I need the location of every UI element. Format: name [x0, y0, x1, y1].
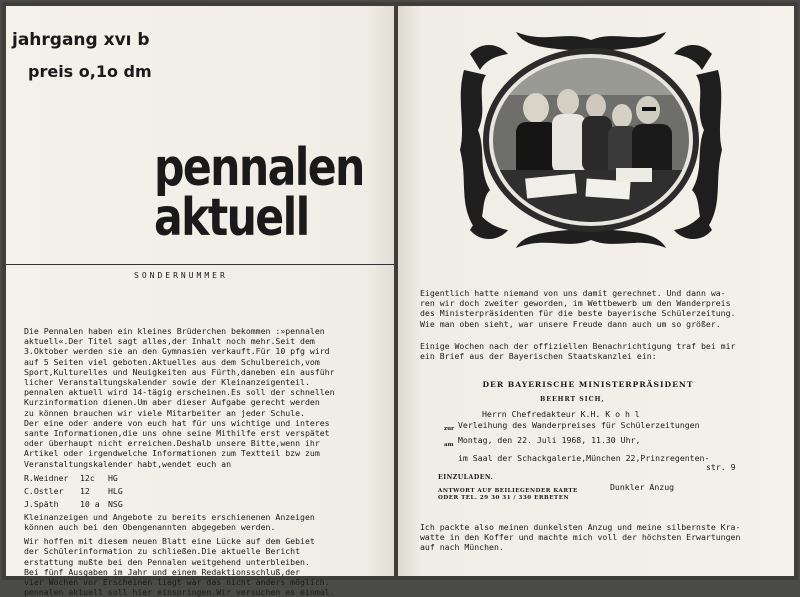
contact-row	[24, 486, 384, 499]
contact-school: HG	[108, 472, 118, 483]
text-line: auf nach München.	[420, 542, 504, 553]
letter-purpose: Verleihung des Wanderpreises für Schülerzeitungen	[458, 420, 700, 430]
masthead-line-2: aktuell	[154, 188, 309, 248]
text-line: Die Pennalen haben ein kleines Brüderchen bekommen :»pennalen	[24, 326, 325, 336]
text-line: Wie man oben sieht, war unsere Freude dann auch um so größer.	[420, 318, 721, 329]
text-line: der Schülerinformation zu schließen.Die aktuelle Bericht	[24, 546, 301, 557]
text-line: Bei fünf Ausgaben im Jahr und einem Redaktionsschluß,der	[24, 566, 301, 577]
volume-label: jahrgang xvı b	[12, 30, 150, 50]
divider-rule	[6, 264, 394, 265]
text-line: Ich packte also meinen dunkelsten Anzug und meine silbernste Kra-	[420, 522, 741, 532]
text-line: ren wir doch zweiter geworden, im Wettbewerb um den Wanderpreis	[420, 298, 731, 309]
text-line: Artikel oder irgendwelche Informationen zum Textteil bzw zum	[24, 448, 320, 459]
text-line: Eigentlich hatte niemand von uns damit gerechnet. Und dann wa-	[420, 288, 726, 298]
text-line: können auch bei den Obengenannten abgegeben werden.	[24, 522, 276, 533]
section-label: SONDERNUMMER	[134, 271, 228, 280]
spacer	[420, 329, 788, 341]
masthead-line-1: pennalen	[154, 138, 364, 198]
contact-school: NSG	[108, 498, 123, 509]
contact-class: 12c	[80, 472, 95, 483]
left-page	[6, 6, 394, 597]
right-page	[398, 6, 794, 576]
am-label: am	[444, 442, 454, 448]
text-line: zu können brauchen wir viele Mitarbeiter an jeder Schule.	[24, 407, 305, 418]
text-line: licher Veranstaltungskalender sowie der Kleinanzeigenteil.	[24, 377, 310, 388]
ornate-frame-photo	[456, 30, 726, 250]
letter-date: Montag, den 22. Juli 1968, 11.30 Uhr,	[458, 435, 641, 445]
text-line: pennalen aktuell soll hier einspringen.Wir versuchen es einmal.	[24, 587, 335, 597]
letter-place-cont: str. 9	[706, 462, 736, 472]
text-line: sante Informationen,die uns ohne seine Mithilfe erst verspätet	[24, 428, 330, 439]
text-line: Veranstaltungskalender habt,wendet euch an	[24, 458, 232, 469]
dress-code: Dunkler Anzug	[610, 482, 675, 492]
einzuladen-label: EINZULADEN.	[438, 474, 494, 481]
invitation-letter	[444, 409, 784, 473]
text-line: watte in den Koffer und machte mich voll der höchsten Erwartungen	[420, 532, 741, 543]
contact-name: C.Ostler	[24, 485, 64, 496]
contact-class: 10 a	[80, 498, 100, 509]
text-line: pennalen aktuell wird 14-tägig erscheinen.Es soll der schnellen	[24, 387, 335, 398]
text-line: auf 5 Seiten viel geboten.Aktuelles aus dem Schulbereich,vom	[24, 356, 320, 367]
letter-recipient: Herrn Chefredakteur K.H. K o h l	[482, 409, 640, 419]
closing-paragraph	[420, 522, 788, 553]
letter-purpose-line	[444, 420, 784, 435]
contact-row	[24, 473, 384, 486]
letter-place: im Saal der Schackgalerie,München 22,Prinzregenten-	[458, 453, 710, 463]
text-line: erstattung mußte bei den Pennalen weitgehend unterbleiben.	[24, 556, 310, 567]
right-article	[420, 288, 788, 361]
text-line: Einige Wochen nach der offiziellen Benachrichtigung traf bei mir	[420, 340, 736, 351]
zur-label: zur	[444, 426, 455, 432]
letter-salutation: BEEHRT SICH,	[540, 396, 605, 403]
text-line: aktuell«.Der Titel sagt alles,der Inhalt noch mehr.Seit dem	[24, 336, 315, 347]
text-line: Der eine oder andere von euch hat für uns wichtige und interes	[24, 417, 330, 428]
text-line: ein Brief aus der Bayerischen Staatskanzlei ein:	[420, 351, 657, 362]
contact-row	[24, 499, 384, 512]
text-line: Sport,Kulturelles und Neuigkeiten aus Fürth,daneben ein ausführ	[24, 366, 335, 377]
text-line: vier Wochen vor Erscheinen liegt war das nicht anders möglich.	[24, 577, 330, 588]
text-line: Kleinanzeigen und Angebote zu bereits erschienenen Anzeigen	[24, 511, 315, 522]
magazine-spread	[2, 2, 798, 597]
letter-date-line	[444, 435, 784, 451]
contact-name: J.Späth	[24, 498, 59, 509]
contact-class: 12	[80, 485, 90, 496]
contact-school: HLG	[108, 485, 123, 496]
left-article	[24, 326, 384, 597]
text-line: des Ministerpräsidenten für die beste bayerische Schülerzeitung.	[420, 308, 736, 319]
price-label: preis o,1o dm	[28, 62, 152, 81]
reply-note: ANTWORT AUF BEILIEGENDER KARTE	[438, 488, 578, 494]
text-line: Kurzinformation dienen.Um aber dieser Aufgabe gerecht werden	[24, 397, 320, 408]
text-line: oder überhaupt nicht erreichen.Deshalb unsere Bitte,wenn ihr	[24, 438, 320, 449]
framed-photo	[456, 30, 726, 250]
contact-name: R.Weidner	[24, 472, 69, 483]
text-line: Wir hoffen mit diesem neuen Blatt eine Lücke auf dem Gebiet	[24, 536, 315, 547]
phone-note: ODER TEL. 29 30 31 / 330 ERBETEN	[438, 495, 570, 501]
letter-title: DER BAYERISCHE MINISTERPRÄSIDENT	[482, 380, 694, 389]
text-line: 3.Oktober werden sie an den Gymnasien verkauft.Für 10 pfg wird	[24, 346, 330, 357]
